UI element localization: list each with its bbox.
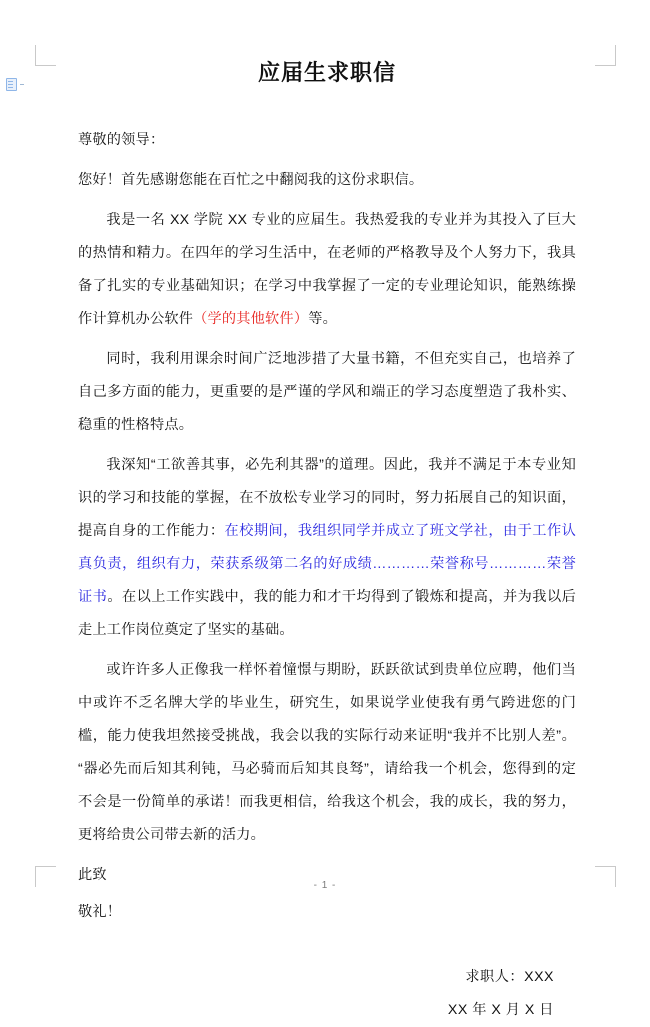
page-title: 应届生求职信 [257, 60, 396, 85]
skills-paragraph-text: 我深知“工欲善其事，必先利其器”的道理。因此，我并不满足于本专业知识的学习和技能的掌握，在不放松专业学习的同时，努力拓展自己的知识面，提高自身的工作能力： [78, 457, 576, 540]
books-paragraph: 同时，我利用课余时间广泛地涉措了大量书籍，不但充实自己，也培养了自己多方面的能力，更重要的是严谨的学风和端正的学习态度塑造了我朴实、稳重的性格特点。 [78, 351, 576, 434]
opening-paragraph: 您好！首先感谢您能在百忙之中翻阅我的这份求职信。 [78, 172, 424, 189]
signature-spacer [78, 933, 576, 943]
skills-paragraph-tail: 。在以上工作实践中，我的能力和才干均得到了锻炼和提高，并为我以后走上工作岗位奠定了坚实的基础。 [78, 589, 576, 639]
major-paragraph-red-note: （学的其他软件） [193, 311, 309, 328]
skills-paragraph [78, 449, 576, 647]
valediction-line-2: 敬礼！ [78, 904, 122, 921]
skills-paragraph-blue-note: 在校期间，我组织同学并成立了班文学社，由于工作认真负责，组织有力，荣获系级第二名的好成绩…………荣誉称号…………荣誉证书 [78, 523, 576, 606]
document-icon [6, 78, 17, 91]
valediction-line-1: 此致 [78, 867, 107, 884]
major-paragraph [78, 204, 576, 336]
marker-tick-icon [20, 84, 24, 85]
crop-mark-top-right [595, 45, 616, 66]
closing-paragraph: 或许许多人正像我一样怀着憧憬与期盼，跃跃欲试到贵单位应聘，他们当中或许不乏名牌大学的毕业生，研究生，如果说学业使我有勇气跨进您的门槛，能力使我坦然接受挑战，我会以我的实际行动来证明“我并不比别人差”。“器必先而后知其利钝，马必骑而后知其良驽”，请给我一个机会，您得到的定不会是一份简单的承诺！而我更相信，给我这个机会，我的成长，我的努力，更将给贵公司带去新的活力。 [78, 662, 576, 844]
salutation: 尊敬的领导： [78, 132, 165, 149]
signature-date: XX 年 X 月 X 日 [447, 1002, 554, 1019]
page-number-footer: - 1 - [313, 880, 337, 891]
major-paragraph-text: 我是一名 XX 学院 XX 专业的应届生。我热爱我的专业并为其投入了巨大的热情和精力。在四年的学习生活中，在老师的严格教导及个人努力下，我具备了扎实的专业基础知识；在学习中我掌握了一定的专业理论知识，能熟练操作计算机办公软件 [78, 212, 576, 328]
major-paragraph-tail: 等。 [308, 311, 337, 328]
signature-name: 求职人：XXX [465, 969, 554, 986]
crop-mark-top-left [35, 45, 56, 66]
document-marker[interactable] [6, 78, 24, 91]
